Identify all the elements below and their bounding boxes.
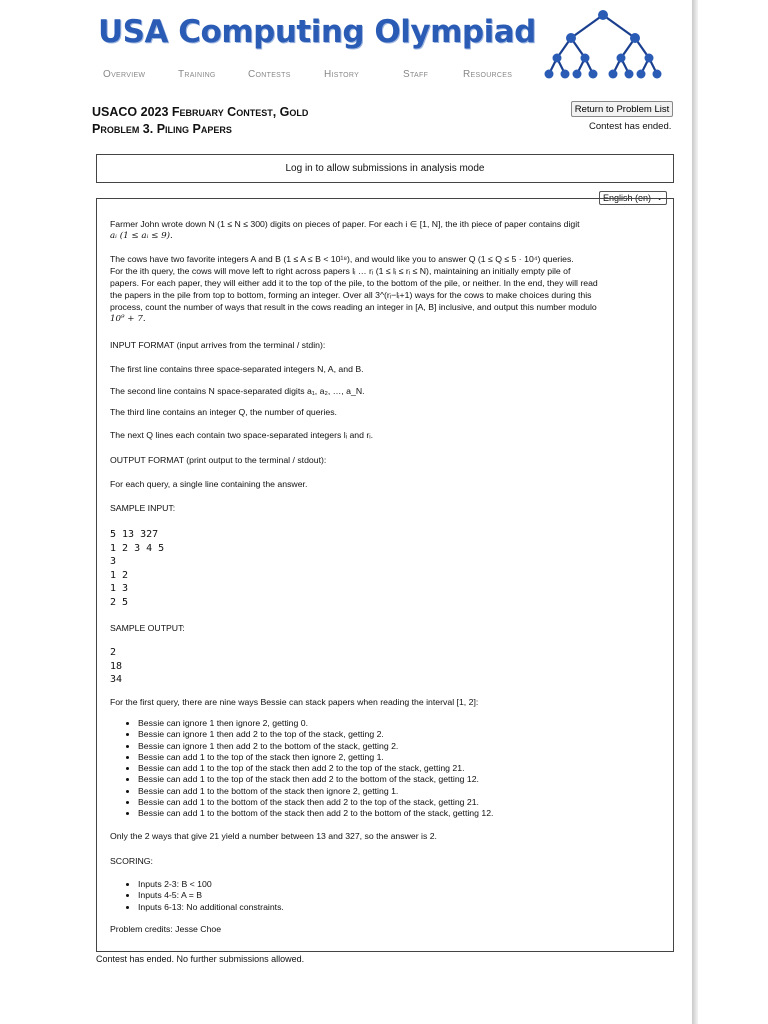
input-line-2: The second line contains N space-separated digits a₁, a₂, …, a_N. bbox=[110, 386, 365, 396]
list-item: • Bessie can add 1 to the top of the stack then ignore 2, getting 1. bbox=[138, 752, 493, 763]
statement-p2-line1: The cows have two favorite integers A and B (1 ≤ A ≤ B < 10¹⁸), and would like you to answer Q (1 ≤ Q ≤ 5 · 10⁴) queries. bbox=[110, 254, 574, 264]
login-notice bbox=[96, 154, 674, 183]
nav-overview[interactable]: Overview bbox=[103, 69, 146, 80]
nav-history[interactable]: History bbox=[324, 69, 360, 80]
page-edge-shadow bbox=[692, 0, 698, 1024]
usaco-tree-logo bbox=[540, 6, 670, 84]
statement-p2-line3: papers. For each paper, they will either add it to the top of the pile, to the bottom of the pile, or neither. In the end, they will read bbox=[110, 278, 598, 288]
input-line-3: The third line contains an integer Q, the number of queries. bbox=[110, 407, 337, 417]
input-format-heading: INPUT FORMAT (input arrives from the terminal / stdin): bbox=[110, 340, 326, 350]
list-item: • Bessie can ignore 1 then add 2 to the bottom of the stack, getting 2. bbox=[138, 741, 493, 752]
list-item: • Bessie can ignore 1 then add 2 to the top of the stack, getting 2. bbox=[138, 729, 493, 740]
statement-p2-line2: For the ith query, the cows will move left to right across papers lᵢ … rᵢ (1 ≤ lᵢ ≤ rᵢ ≤ N), maintaining an initially empty pile of bbox=[110, 266, 571, 276]
list-item: • Bessie can add 1 to the bottom of the stack then add 2 to the top of the stack, getting 21. bbox=[138, 797, 493, 808]
list-item: • Bessie can ignore 1 then ignore 2, getting 0. bbox=[138, 718, 493, 729]
nav-resources[interactable]: Resources bbox=[463, 69, 513, 80]
explanation-text: For the first query, there are nine ways Bessie can stack papers when reading the interval [1, 2]: bbox=[110, 697, 479, 707]
statement-p1-line2: aᵢ (1 ≤ aᵢ ≤ 9). bbox=[110, 231, 173, 241]
nav-contests[interactable]: Contests bbox=[248, 69, 291, 80]
input-line-1: The first line contains three space-separated integers N, A, and B. bbox=[110, 364, 364, 374]
scoring-heading: SCORING: bbox=[110, 856, 153, 866]
statement-p1-line1: Farmer John wrote down N (1 ≤ N ≤ 300) digits on pieces of paper. For each i ∈ [1, N], the ith piece of paper contains digit bbox=[110, 219, 580, 229]
contest-status: Contest has ended. bbox=[589, 121, 672, 132]
input-line-4: The next Q lines each contain two space-separated integers lᵢ and rᵢ. bbox=[110, 430, 374, 440]
login-notice-text: Log in to allow submissions in analysis mode bbox=[285, 163, 485, 174]
contest-heading bbox=[92, 104, 308, 138]
ways-list bbox=[126, 718, 493, 820]
output-line-1: For each query, a single line containing the answer. bbox=[110, 479, 308, 489]
problem-name: Problem 3. Piling Papers bbox=[92, 122, 232, 136]
chevron-down-icon: ⌄ bbox=[656, 193, 663, 202]
list-item: • Bessie can add 1 to the bottom of the stack then add 2 to the bottom of the stack, getting 12. bbox=[138, 808, 493, 819]
footer-status: Contest has ended. No further submissions allowed. bbox=[96, 954, 305, 964]
site-title: USA Computing Olympiad bbox=[98, 14, 536, 50]
sample-output-heading: SAMPLE OUTPUT: bbox=[110, 623, 185, 633]
output-format-heading: OUTPUT FORMAT (print output to the terminal / stdout): bbox=[110, 455, 327, 465]
nav-staff[interactable]: Staff bbox=[403, 69, 429, 80]
list-item: • Bessie can add 1 to the top of the stack then add 2 to the bottom of the stack, getting 12. bbox=[138, 774, 493, 785]
contest-name: USACO 2023 February Contest, Gold bbox=[92, 105, 309, 119]
nav-training[interactable]: Training bbox=[178, 69, 216, 80]
conclusion-text: Only the 2 ways that give 21 yield a number between 13 and 327, so the answer is 2. bbox=[110, 831, 437, 841]
list-item: • Inputs 6-13: No additional constraints. bbox=[138, 902, 284, 913]
statement-p2-line4: the papers in the pile from top to bottom, forming an integer. Over all 3^(rᵢ−lᵢ+1) ways for the cows to make choices during this bbox=[110, 290, 592, 300]
statement-p2-line6: 10⁹ + 7. bbox=[110, 314, 146, 324]
statement-p2-line5: process, count the number of ways that result in the cows reading an integer in [A, B] inclusive, and output this number modulo bbox=[110, 302, 597, 312]
list-item: • Bessie can add 1 to the top of the stack then add 2 to the top of the stack, getting 21. bbox=[138, 763, 493, 774]
language-selected: English (en) bbox=[603, 193, 652, 203]
sample-input-heading: SAMPLE INPUT: bbox=[110, 503, 176, 513]
scoring-list bbox=[126, 879, 284, 913]
list-item: • Bessie can add 1 to the bottom of the stack then ignore 2, getting 1. bbox=[138, 786, 493, 797]
problem-credits: Problem credits: Jesse Choe bbox=[110, 924, 222, 934]
sample-input-block: 5 13 327 1 2 3 4 5 3 1 2 1 3 2 5 bbox=[110, 529, 165, 608]
return-to-problem-list-button[interactable]: Return to Problem List bbox=[571, 101, 673, 117]
list-item: • Inputs 4-5: A = B bbox=[138, 890, 284, 901]
sample-output-block: 2 18 34 bbox=[110, 647, 123, 685]
list-item: • Inputs 2-3: B < 100 bbox=[138, 879, 284, 890]
